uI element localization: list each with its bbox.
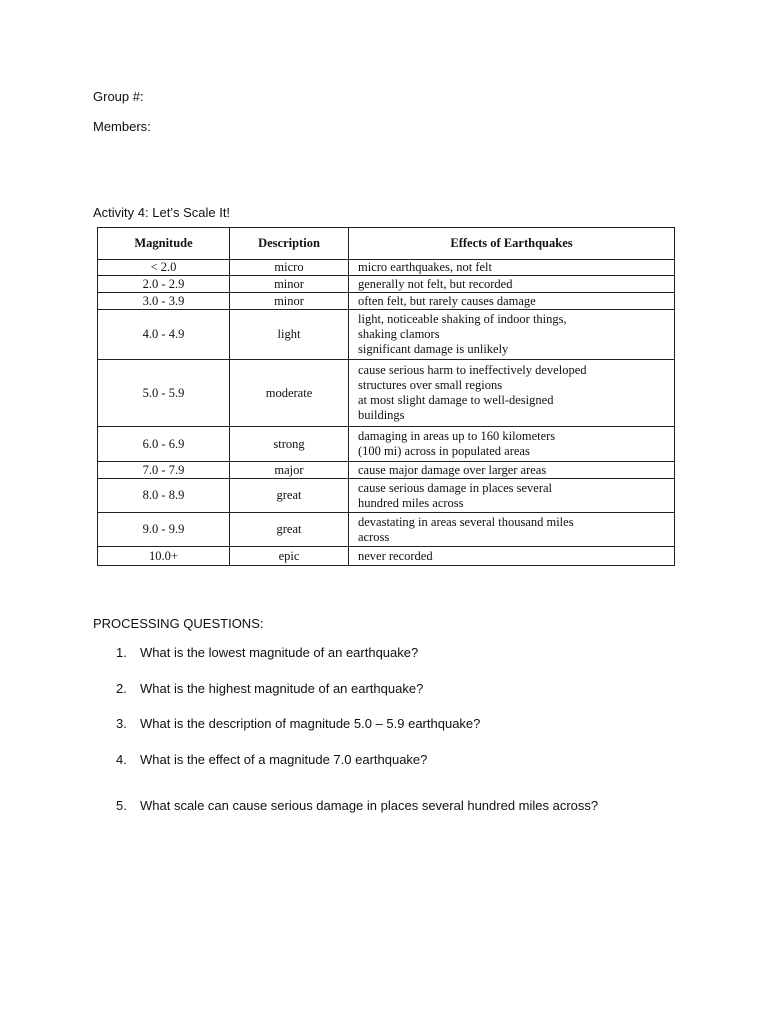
question-text: What is the description of magnitude 5.0 – 5.9 earthquake? xyxy=(140,716,481,731)
table-row xyxy=(98,360,675,427)
effects-line: devastating in areas several thousand miles xyxy=(358,514,574,529)
description-cell: light xyxy=(230,310,349,360)
effects-cell xyxy=(349,260,675,276)
magnitude-cell: 6.0 - 6.9 xyxy=(98,427,230,462)
effects-line: buildings xyxy=(358,408,405,422)
column-header-description: Description xyxy=(230,228,349,260)
table-row xyxy=(98,547,675,566)
description-cell: great xyxy=(230,479,349,513)
description-cell: great xyxy=(230,513,349,547)
effects-line: cause serious damage in places several xyxy=(358,480,553,495)
magnitude-cell: 7.0 - 7.9 xyxy=(98,462,230,479)
effects-line: hundred miles across xyxy=(358,495,464,510)
effects-line: damaging in areas up to 160 kilometers xyxy=(358,429,556,443)
effects-line: (100 mi) across in populated areas xyxy=(358,444,530,458)
magnitude-cell: 4.0 - 4.9 xyxy=(98,310,230,360)
question-text: What is the effect of a magnitude 7.0 earthquake? xyxy=(140,752,428,767)
effects-line: light, noticeable shaking of indoor things, xyxy=(358,312,567,326)
question-item xyxy=(116,798,598,813)
table-row xyxy=(98,427,675,462)
effects-cell xyxy=(349,276,675,293)
description-cell: moderate xyxy=(230,360,349,427)
table-row xyxy=(98,479,675,513)
description-cell: micro xyxy=(230,260,349,276)
table-row xyxy=(98,513,675,547)
table-row xyxy=(98,293,675,310)
question-text: What scale can cause serious damage in places several hundred miles across? xyxy=(140,798,599,813)
description-cell: epic xyxy=(230,547,349,566)
table-row xyxy=(98,462,675,479)
effects-cell xyxy=(349,360,675,427)
effects-line: generally not felt, but recorded xyxy=(358,276,513,291)
effects-cell xyxy=(349,479,675,513)
group-label: Group #: xyxy=(93,89,144,104)
effects-line: micro earthquakes, not felt xyxy=(358,260,492,274)
magnitude-cell: 10.0+ xyxy=(98,547,230,566)
magnitude-cell: 5.0 - 5.9 xyxy=(98,360,230,427)
effects-cell xyxy=(349,427,675,462)
question-item xyxy=(116,716,480,731)
description-cell: minor xyxy=(230,276,349,293)
question-text: What is the lowest magnitude of an earthquake? xyxy=(140,645,419,660)
column-header-effects: Effects of Earthquakes xyxy=(349,228,675,260)
effects-cell xyxy=(349,310,675,360)
question-text: What is the highest magnitude of an earthquake? xyxy=(140,681,424,696)
table-row xyxy=(98,310,675,360)
effects-line: cause serious harm to ineffectively developed xyxy=(358,363,587,377)
effects-line: often felt, but rarely causes damage xyxy=(358,293,536,308)
effects-line: cause major damage over larger areas xyxy=(358,462,547,477)
effects-cell xyxy=(349,547,675,566)
effects-line: across xyxy=(358,529,390,544)
question-item xyxy=(116,645,418,660)
effects-line: shaking clamors xyxy=(358,327,440,341)
question-number: 3. xyxy=(116,716,127,731)
magnitude-cell: 9.0 - 9.9 xyxy=(98,513,230,547)
table-header-row xyxy=(98,228,675,260)
description-cell: major xyxy=(230,462,349,479)
magnitude-cell: 2.0 - 2.9 xyxy=(98,276,230,293)
effects-cell xyxy=(349,513,675,547)
question-number: 5. xyxy=(116,798,127,813)
effects-line: significant damage is unlikely xyxy=(358,342,509,356)
effects-line: at most slight damage to well-designed xyxy=(358,393,554,407)
table-row xyxy=(98,276,675,293)
question-number: 4. xyxy=(116,752,127,767)
effects-line: structures over small regions xyxy=(358,378,503,392)
question-number: 2. xyxy=(116,681,127,696)
description-cell: strong xyxy=(230,427,349,462)
magnitude-cell: 3.0 - 3.9 xyxy=(98,293,230,310)
magnitude-cell: < 2.0 xyxy=(98,260,230,276)
activity-title: Activity 4: Let’s Scale It! xyxy=(93,205,231,220)
effects-line: never recorded xyxy=(358,548,433,563)
question-number: 1. xyxy=(116,645,127,660)
magnitude-cell: 8.0 - 8.9 xyxy=(98,479,230,513)
question-item xyxy=(116,681,423,696)
column-header-magnitude: Magnitude xyxy=(98,228,230,260)
earthquake-scale-table xyxy=(97,227,675,566)
members-label: Members: xyxy=(93,119,151,134)
effects-cell xyxy=(349,462,675,479)
table-body xyxy=(98,260,675,566)
processing-questions-title: PROCESSING QUESTIONS: xyxy=(93,616,264,631)
table-row xyxy=(98,260,675,276)
description-cell: minor xyxy=(230,293,349,310)
question-item xyxy=(116,752,427,767)
effects-cell xyxy=(349,293,675,310)
